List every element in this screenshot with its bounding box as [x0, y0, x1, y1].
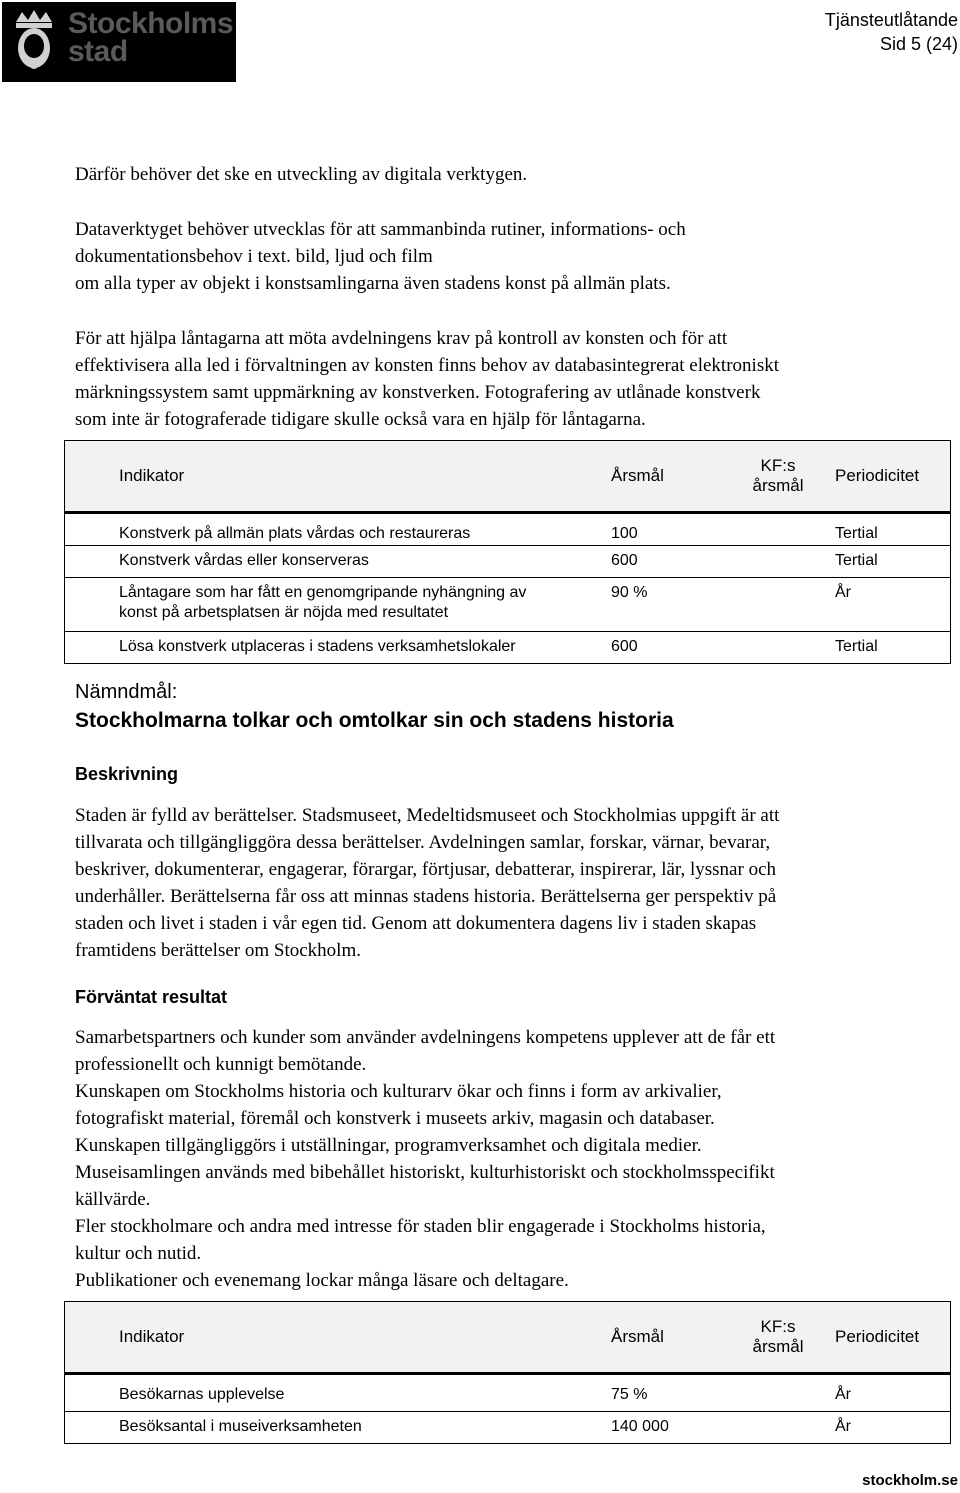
section-title: Stockholmarna tolkar och omtolkar sin och stadens historia — [75, 709, 674, 732]
cell-arsmal: 75 % — [611, 1386, 648, 1403]
indicator-table-1 — [64, 440, 951, 664]
document-type: Tjänsteutlåtande — [824, 10, 958, 30]
table-row — [65, 578, 951, 632]
header-periodicitet: Periodicitet — [834, 1302, 951, 1374]
text-line: Fler stockholmare och andra med intresse för staden blir engagerade i Stockholms historia, — [75, 1216, 766, 1237]
text-line: Museisamlingen används med bibehållet historiskt, kulturhistoriskt och stockholmsspecifikt — [75, 1162, 775, 1183]
text-line: staden och livet i staden i vår egen tid. Genom att dokumentera dagens liv i staden skapas — [75, 913, 757, 934]
cell-indikator: Konstverk vårdas eller konserveras — [65, 546, 611, 578]
text-line: beskriver, dokumenterar, engagerar, förargar, förtjusar, debatterar, inspirerar, lär, lyssnar och — [75, 859, 776, 880]
cell-kf-arsmal — [722, 1374, 834, 1412]
section-label: Nämndmål: — [75, 681, 178, 703]
header-arsmal-line: årsmål — [752, 476, 804, 495]
footer-site: stockholm.se — [862, 1472, 958, 1489]
stockholms-stad-logo — [2, 2, 236, 82]
cell-periodicitet: År — [834, 1412, 951, 1444]
header-arsmal: Årsmål — [610, 1302, 722, 1374]
page-number: Sid 5 (24) — [879, 34, 958, 54]
text-line: Samarbetspartners och kunder som använder avdelningens kompetens upplever att de får ett — [75, 1027, 776, 1048]
cell-periodicitet: Tertial — [834, 632, 951, 664]
text-line: framtidens berättelser om Stockholm. — [75, 940, 361, 961]
cell-indikator: Konstverk på allmän plats vårdas och restaureras — [119, 525, 471, 542]
table-row — [65, 1374, 951, 1412]
cell-arsmal: 140 000 — [610, 1412, 722, 1444]
text-line: märkningssystem samt uppmärkning av konstverken. Fotografering av utlånade konstverk — [75, 382, 761, 403]
table-row — [65, 513, 951, 546]
text-line: dokumentationsbehov i text. bild, ljud och film — [75, 246, 433, 267]
text-line: underhåller. Berättelserna får oss att minnas stadens historia. Berättelserna ger perspektiv på — [75, 886, 777, 907]
table-header-row — [65, 441, 951, 513]
intro-paragraph-1: Därför behöver det ske en utveckling av digitala verktygen. — [75, 164, 528, 185]
cell-indikator: Besökarnas upplevelse — [119, 1386, 285, 1403]
intro-paragraph-3 — [75, 325, 950, 433]
text-line: kultur och nutid. — [75, 1243, 202, 1264]
logo-line-1: Stockholms — [68, 7, 234, 40]
text-line: Kunskapen tillgängliggörs i utställningar, programverksamhet och digitala medier. — [75, 1135, 702, 1156]
cell-arsmal: 90 % — [610, 578, 722, 632]
intro-paragraph-2 — [75, 216, 950, 297]
cell-kf-arsmal — [722, 513, 834, 546]
text-line: tillvarata och tillgängliggöra dessa berättelser. Avdelningen samlar, forskar, värnar, bevarar, — [75, 832, 771, 853]
logo-line-2: stad — [68, 35, 128, 68]
text-line: fotografiskt material, föremål och konstverk i museets arkiv, magasin och databaser. — [75, 1108, 715, 1129]
expected-result-heading: Förväntat resultat — [75, 987, 228, 1007]
description-heading: Beskrivning — [75, 764, 179, 784]
header-periodicitet: Periodicitet — [834, 441, 951, 513]
cell-arsmal: 100 — [611, 525, 638, 542]
header-indikator: Indikator — [65, 1302, 611, 1374]
cell-periodicitet: År — [835, 1386, 851, 1403]
header-indikator: Indikator — [65, 441, 611, 513]
text-line: om alla typer av objekt i konstsamlingarna även stadens konst på allmän plats. — [75, 273, 671, 294]
header-kf-arsmal — [722, 441, 834, 513]
indicator-table-2 — [64, 1301, 951, 1444]
header-kf-line: KF:s — [760, 1317, 796, 1336]
table-row — [65, 546, 951, 578]
cell-indikator: Besöksantal i museiverksamheten — [65, 1412, 611, 1444]
description-text — [75, 802, 950, 964]
cell-line: konst på arbetsplatsen är nöjda med resultatet — [119, 604, 449, 621]
table-row — [65, 632, 951, 664]
cell-line: Låntagare som har fått en genomgripande nyhängning av — [119, 584, 527, 601]
cell-kf-arsmal — [722, 632, 834, 664]
cell-periodicitet: År — [834, 578, 951, 632]
text-line: professionellt och kunnigt bemötande. — [75, 1054, 367, 1075]
cell-indikator — [65, 578, 611, 632]
text-line: effektivisera alla led i förvaltningen av konsten finns behov av databasintegrerat elektroniskt — [75, 355, 779, 376]
header-arsmal: Årsmål — [610, 441, 722, 513]
text-line: Dataverktyget behöver utvecklas för att sammanbinda rutiner, informations- och — [75, 219, 686, 240]
cell-kf-arsmal — [722, 578, 834, 632]
cell-periodicitet: Tertial — [835, 525, 878, 542]
cell-arsmal: 600 — [610, 632, 722, 664]
text-line: Staden är fylld av berättelser. Stadsmuseet, Medeltidsmuseet och Stockholmias uppgift är att — [75, 805, 780, 826]
table-header-row — [65, 1302, 951, 1374]
text-line: källvärde. — [75, 1189, 151, 1210]
cell-arsmal: 600 — [610, 546, 722, 578]
cell-kf-arsmal — [722, 1412, 834, 1444]
text-line: Kunskapen om Stockholms historia och kulturarv ökar och finns i form av arkivalier, — [75, 1081, 722, 1102]
page-header — [825, 8, 958, 56]
header-kf-arsmal — [722, 1302, 834, 1374]
cell-periodicitet: Tertial — [834, 546, 951, 578]
text-line: Publikationer och evenemang lockar många läsare och deltagare. — [75, 1270, 569, 1291]
cell-indikator: Lösa konstverk utplaceras i stadens verksamhetslokaler — [65, 632, 611, 664]
text-line: För att hjälpa låntagarna att möta avdelningens krav på kontroll av konsten och för att — [75, 328, 728, 349]
header-kf-line: KF:s — [760, 456, 796, 475]
expected-result-text — [75, 1024, 950, 1294]
crown-emblem-icon — [8, 8, 60, 76]
header-arsmal-line: årsmål — [752, 1337, 804, 1356]
cell-kf-arsmal — [722, 546, 834, 578]
table-row — [65, 1412, 951, 1444]
text-line: som inte är fotograferade tidigare skulle också vara en hjälp för låntagarna. — [75, 409, 646, 430]
